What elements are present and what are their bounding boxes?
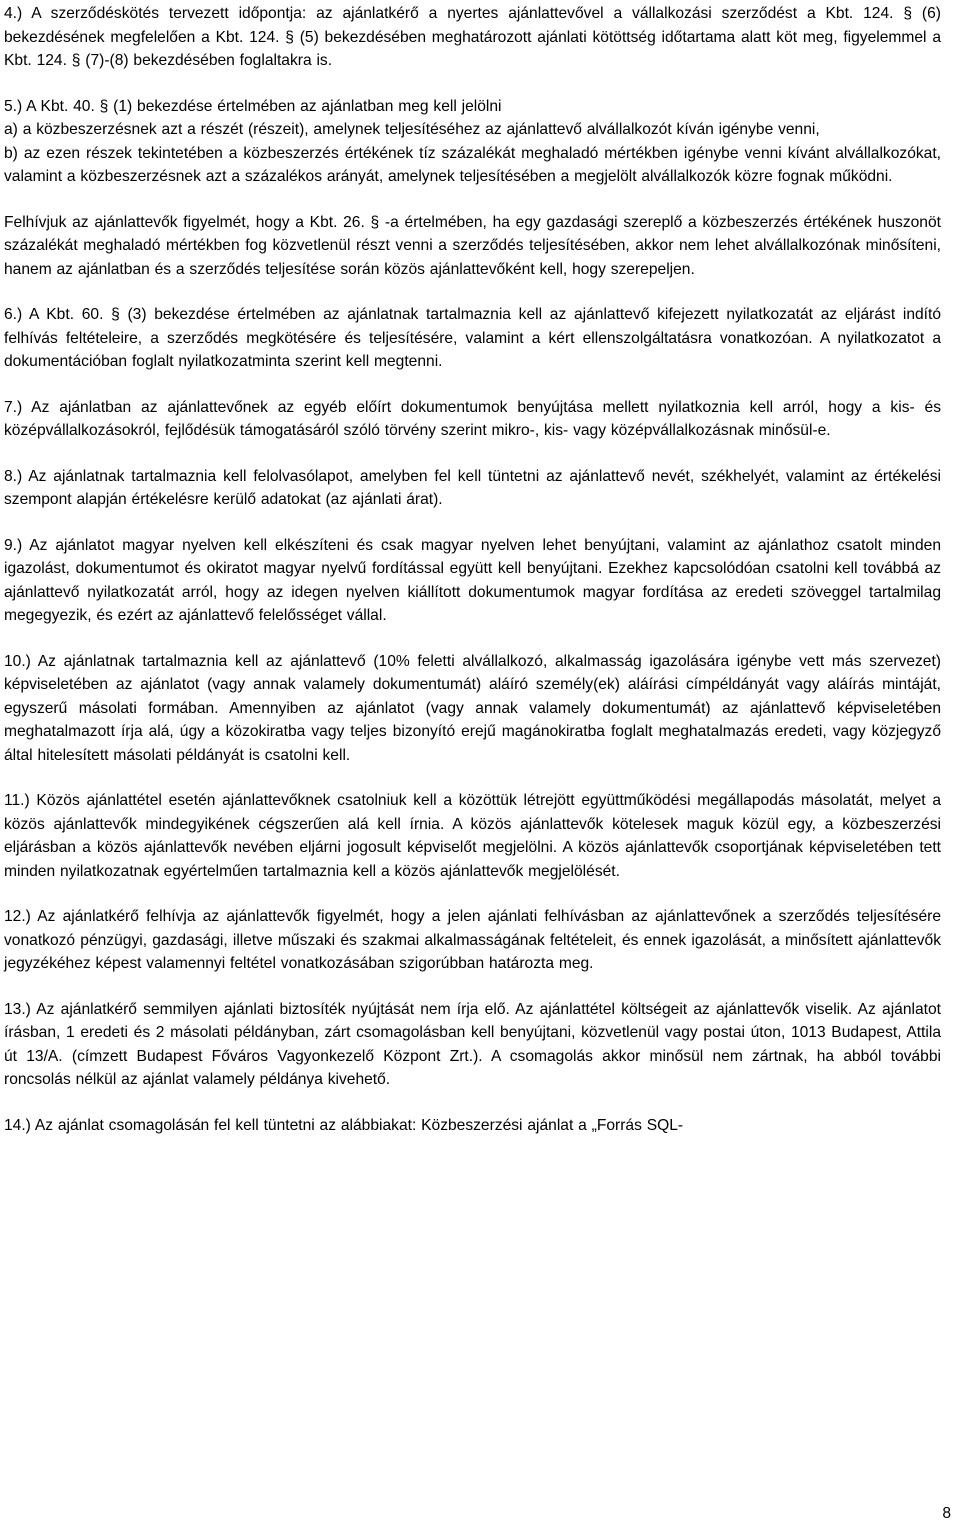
- paragraph-text: 12.) Az ajánlatkérő felhívja az ajánlattevők figyelmét, hogy a jelen ajánlati felhívásban az ajánlattevőnek a szerződés teljesítésére vonatkozó pénzügyi, gazdasági, illetve műszaki és szakmai alkalmasságának feltételeit, és ennek igazolását, a minősített ajánlattevők jegyzékéhez képest valamennyi feltétel vonatkozásában szigorúbban határozta meg.: [4, 908, 941, 972]
- paragraph-11: [4, 789, 941, 883]
- paragraph-text: 8.) Az ajánlatnak tartalmaznia kell felolvasólapot, amelyben fel kell tüntetni az ajánlattevő nevét, székhelyét, valamint az értékelési szempont alapján értékelésre kerülő adatokat (az ajánlati árat).: [4, 467, 941, 508]
- paragraph-14: [4, 1114, 941, 1138]
- list-item-a: a) a közbeszerzésnek azt a részét (részeit), amelynek teljesítéséhez az ajánlattevő alvállalkozót kíván igénybe venni,: [4, 121, 820, 138]
- paragraph-text: 13.) Az ajánlatkérő semmilyen ajánlati biztosíték nyújtását nem írja elő. Az ajánlattétel költségeit az ajánlattevők viselik. Az ajánlatot írásban, 1 eredeti és 2 másolati példányban, zárt csomagolásban kell benyújtani, közvetlenül vagy postai úton, 1013 Budapest, Attila út 13/A. (címzett Budapest Főváros Vagyonkezelő Központ Zrt.). A csomagolás akkor minősül nem zártnak, ha abból további roncsolás nélkül az ajánlat valamely példánya kivehető.: [4, 1000, 941, 1088]
- list-item-b: b) az ezen részek tekintetében a közbeszerzés értékének tíz százalékát meghaladó mértékben igénybe venni kívánt alvállalkozókat, valamint a közbeszerzésnek azt a százalékos arányát, amelynek teljesítésében a megjelölt alvállalkozók közre fognak működni.: [4, 144, 941, 185]
- paragraph-10: [4, 650, 941, 768]
- paragraph-7: [4, 396, 941, 443]
- paragraph-text: 9.) Az ajánlatot magyar nyelven kell elkészíteni és csak magyar nyelven lehet benyújtani, valamint az ajánlathoz csatolt minden igazolást, dokumentumot és okiratot magyar nyelvű fordítással együtt kell benyújtani. Ezekhez kapcsolódóan csatolni kell továbbá az ajánlattevő nyilatkozatát arról, hogy az idegen nyelven kiállított dokumentumok magyar fordítása az eredeti szöveggel tartalmilag megegyezik, és ezért az ajánlattevő felelősséget vállal.: [4, 536, 941, 624]
- paragraph-text: 14.) Az ajánlat csomagolásán fel kell tüntetni az alábbiakat: Közbeszerzési ajánlat a „Forrás SQL-: [4, 1116, 684, 1134]
- paragraph-9: [4, 534, 941, 628]
- paragraph-text: 6.) A Kbt. 60. § (3) bekezdése értelmében az ajánlatnak tartalmaznia kell az ajánlattevő kifejezett nyilatkozatát az eljárást indító felhívás feltételeire, a szerződés megkötésére és teljesítésére, valamint a kért ellenszolgáltatásra vonatkozóan. A nyilatkozatot a dokumentációban foglalt nyilatkozatminta szerint kell megtenni.: [4, 306, 941, 370]
- paragraph-13: [4, 998, 941, 1092]
- paragraph-text: 5.) A Kbt. 40. § (1) bekezdése értelmében az ajánlatban meg kell jelölni: [4, 97, 502, 115]
- paragraph-text: 4.) A szerződéskötés tervezett időpontja: az ajánlatkérő a nyertes ajánlattevővel a vállalkozási szerződést a Kbt. 124. § (6) bekezdésének megfelelően a Kbt. 124. § (5) bekezdésében meghatározott ajánlati kötöttség időtartama alatt köt meg, figyelemmel a Kbt. 124. § (7)-(8) bekezdésében foglaltakra is.: [4, 5, 941, 69]
- paragraph-6: [4, 303, 941, 374]
- paragraph-5: [4, 95, 941, 189]
- paragraph-text: 10.) Az ajánlatnak tartalmaznia kell az ajánlattevő (10% feletti alvállalkozó, alkalmasság igazolására igénybe vett más szervezet) képviseletében az ajánlatot (vagy annak valamely dokumentumát) aláíró személy(ek) aláírási címpéldányát vagy aláírás mintáját, egyszerű másolati formában. Amennyiben az ajánlatot (vagy annak valamely dokumentumát) az ajánlattevő képviseletében meghatalmazott írja alá, úgy a közokiratba vagy teljes bizonyító erejű magánokiratba foglalt meghatalmazás eredeti, vagy közjegyző által hitelesített másolati példányát is csatolni kell.: [4, 652, 941, 764]
- paragraph-text: Felhívjuk az ajánlattevők figyelmét, hogy a Kbt. 26. § -a értelmében, ha egy gazdasági szereplő a közbeszerzés értékének huszonöt százalékát meghaladó mértékben fog közvetlenül részt venni a szerződés teljesítésében, akkor nem lehet alvállalkozónak minősíteni, hanem az ajánlatban és a szerződés teljesítése során közös ajánlattevőként kell, hogy szerepeljen.: [4, 213, 941, 278]
- paragraph-8: [4, 465, 941, 512]
- paragraph-notice: [4, 211, 941, 282]
- paragraph-12: [4, 905, 941, 976]
- paragraph-4: [4, 2, 941, 73]
- paragraph-text: 7.) Az ajánlatban az ajánlattevőnek az egyéb előírt dokumentumok benyújtása mellett nyilatkoznia kell arról, hogy a kis- és középvállalkozásokról, fejlődésük támogatásáról szóló törvény szerint mikro-, kis- vagy középvállalkozásnak minősül-e.: [4, 398, 941, 439]
- page-number: 8: [942, 1505, 951, 1522]
- paragraph-text: 11.) Közös ajánlattétel esetén ajánlattevőknek csatolniuk kell a közöttük létrejött együttműködési megállapodás másolatát, melyet a közös ajánlattevők mindegyikének cégszerűen alá kell írnia. A közös ajánlattevők kötelesek maguk közül egy, a közbeszerzési eljárásban a közös ajánlattevők nevében eljárni jogosult képviselőt megjelölni. A közös ajánlattevők csoportjának képviseletében tett minden nyilatkozatnak egyértelműen tartalmaznia kell a közös ajánlattevők megjelölését.: [4, 792, 941, 880]
- document-page: [4, 2, 941, 1159]
